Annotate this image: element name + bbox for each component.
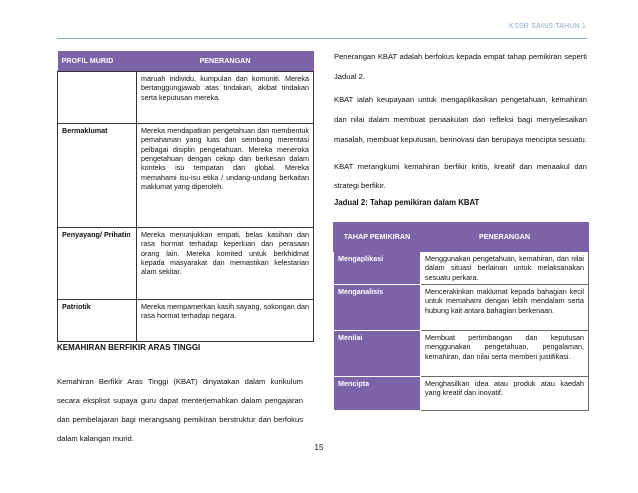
table-header-cell: PENERANGAN — [421, 223, 589, 252]
row-value: Mereka mempamerkan kasih sayang, sokongan dan rasa hormat terhadap negara. — [137, 300, 314, 342]
table-caption: Jadual 2: Tahap pemikiran dalam KBAT — [334, 198, 480, 207]
right-paragraph: KBAT ialah keupayaan untuk mengaplikasikan pengetahuan, kemahiran dan nilai dalam membuat penaakulan dan refleksi bagi menyelesaikan masalah, membuat keputusan, berinovasi dan berupaya mencipta sesuatu. — [334, 95, 587, 144]
row-value: Mereka mendapatkan pengetahuan dan membentuk pemahaman yang luas dan seimbang merentasi pelbagai disiplin pengetahuan. Mereka meneroka pengetahuan dengan cekap dan berkesan dalam konteks isu tempatan dan global. Mereka memahami isu-isu etika / undang-undang berkaitan maklumat yang diperoleh. — [137, 124, 314, 228]
table-row — [334, 252, 589, 285]
row-value: Mencerakinkan maklumat kepada bahagian kecil untuk memahami dengan lebih mendalam serta hubung kait antara bahagian berkenaan. — [421, 285, 589, 331]
header-text: KSSR SAINS TAHUN 1 — [509, 23, 586, 30]
table-row — [58, 72, 314, 124]
row-key: Mencipta — [334, 377, 421, 411]
page-number: 15 — [314, 443, 324, 452]
table-header-cell: TAHAP PEMIKIRAN — [334, 223, 421, 252]
row-key: Penyayang/ Prihatin — [58, 228, 137, 300]
table-header-row — [58, 51, 314, 72]
row-value: maruah individu, kumpulan dan komuniti. Mereka bertanggungjawab atas tindakan, akibat tindakan serta keputusan mereka. — [137, 72, 314, 124]
table-row — [58, 228, 314, 300]
kbat-table — [333, 222, 589, 411]
row-value: Membuat pertimbangan dan keputusan menggunakan pengetahuan, pengalaman, kemahiran, dan nilai serta memberi justifikasi. — [421, 331, 589, 377]
table-row — [58, 124, 314, 228]
section-title: KEMAHIRAN BERFIKIR ARAS TINGGI — [57, 343, 201, 352]
row-key — [58, 72, 137, 124]
row-key: Menilai — [334, 331, 421, 377]
row-key: Patriotik — [58, 300, 137, 342]
table-header-row — [334, 223, 589, 252]
row-value: Mereka menunjukkan empati, belas kasihan dan rasa hormat terhadap keperluan dan perasaan orang lain. Mereka komited untuk berkhidmat kepada masyarakat dan memastikan kelestarian alam sekitar. — [137, 228, 314, 300]
row-key: Menganalisis — [334, 285, 421, 331]
table-row — [58, 300, 314, 342]
table-header-cell: PROFIL MURID — [58, 51, 137, 72]
left-paragraph: Kemahiran Berfikir Aras Tinggi (KBAT) dinyatakan dalam kurikulum secara eksplisit supaya guru dapat menterjemahkan dalam pengajaran dan pembelajaran bagi merangsang pemikiran berstruktur dan berfokus dalam kalangan murid. — [57, 377, 303, 443]
table-row — [334, 377, 589, 411]
right-paragraph: KBAT merangkumi kemahiran berfikir kritis, kreatif dan menaakul dan strategi berfikir. — [334, 162, 587, 190]
row-value: Menghasilkan idea atau produk atau kaedah yang kreatif dan inovatif. — [421, 377, 589, 411]
table-header-cell: PENERANGAN — [137, 51, 314, 72]
profile-table — [57, 51, 314, 342]
table-row — [334, 331, 589, 377]
row-key: Mengaplikasi — [334, 252, 421, 285]
header-divider — [57, 38, 587, 39]
row-value: Menggunakan pengetahuan, kemahiran, dan nilai dalam situasi berlainan untuk melaksanakan sesuatu perkara. — [421, 252, 589, 285]
right-paragraph: Penerangan KBAT adalah berfokus kepada empat tahap pemikiran seperti Jadual 2. — [334, 52, 587, 81]
table-row — [334, 285, 589, 331]
row-key: Bermaklumat — [58, 124, 137, 228]
